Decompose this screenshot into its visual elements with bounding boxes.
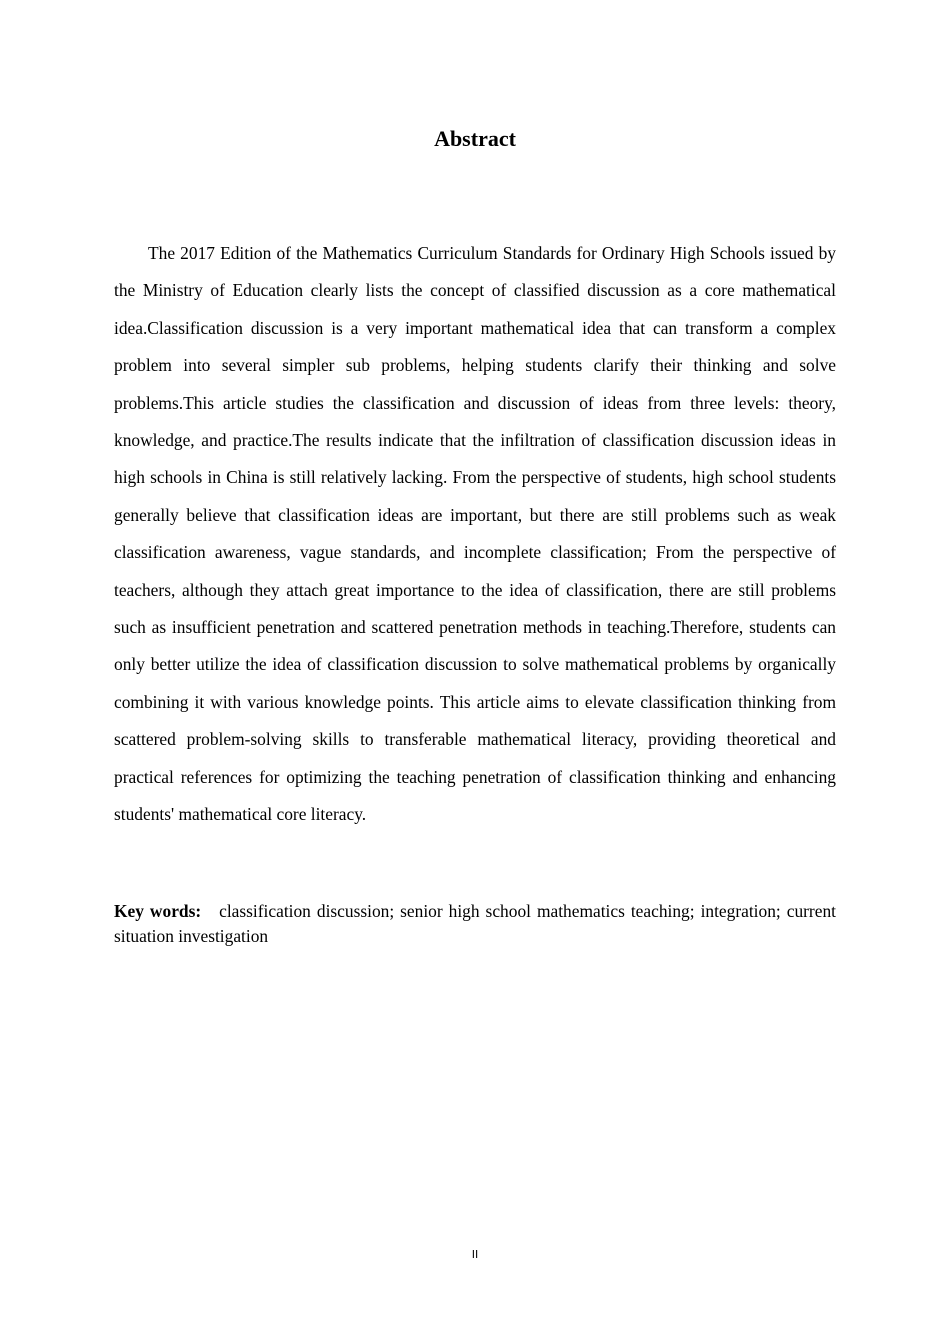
page-number: II [471,1248,479,1261]
keywords-spacer [207,901,219,921]
keywords-label: Key words: [114,901,202,921]
page-title: Abstract [434,126,516,151]
keywords-section [114,899,836,949]
keywords-text: classification discussion; senior high school mathematics teaching; integration; current situation investigation [114,901,836,946]
abstract-paragraph: The 2017 Edition of the Mathematics Curriculum Standards for Ordinary High Schools issued by the Ministry of Education clearly lists the concept of classified discussion as a core mathematical idea.Classification discussion is a very important mathematical idea that can transform a complex problem into several simpler sub problems, helping students clarify their thinking and solve problems.This article studies the classification and discussion of ideas from three levels: theory, knowledge, and practice.The results indicate that the infiltration of classification discussion ideas in high schools in China is still relatively lacking. From the perspective of students, high school students generally believe that classification ideas are important, but there are still problems such as weak classification awareness, vague standards, and incomplete classification; From the perspective of teachers, although they attach great importance to the idea of classification, there are still problems such as insufficient penetration and scattered penetration methods in teaching.Therefore, students can only better utilize the idea of classification discussion to solve mathematical problems by organically combining it with various knowledge points. This article aims to elevate classification thinking from scattered problem-solving skills to transferable mathematical literacy, providing theoretical and practical references for optimizing the teaching penetration of classification thinking and enhancing students' mathematical core literacy. [114,243,836,825]
